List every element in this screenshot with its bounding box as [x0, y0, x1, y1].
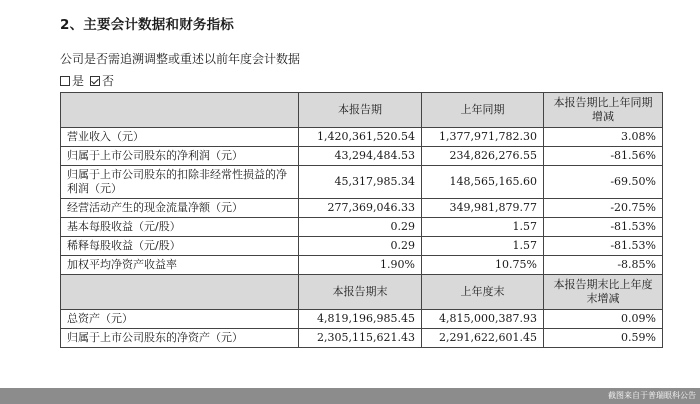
table-cell: 43,294,484.53 [299, 147, 422, 166]
table-cell: 2,291,622,601.45 [422, 329, 544, 348]
table-row [61, 128, 663, 147]
row-label: 营业收入（元） [61, 128, 299, 147]
table-cell: -8.85% [544, 256, 663, 275]
header-cell: 本报告期末 [299, 275, 422, 310]
footer-bar [0, 388, 700, 404]
restatement-options [60, 72, 120, 89]
header-cell [61, 93, 299, 128]
table-cell: 10.75% [422, 256, 544, 275]
table-cell: 3.08% [544, 128, 663, 147]
table-cell: 349,981,879.77 [422, 199, 544, 218]
financial-data-table [60, 92, 663, 348]
source-caption: 截图来自于普瑞眼科公告 [608, 391, 696, 400]
table-row [61, 329, 663, 348]
row-label: 总资产（元） [61, 310, 299, 329]
header-cell: 上年同期 [422, 93, 544, 128]
table-cell: -81.56% [544, 147, 663, 166]
option-no[interactable] [90, 72, 114, 89]
table-cell: 1.90% [299, 256, 422, 275]
table-row [61, 310, 663, 329]
table-header-row [61, 93, 663, 128]
section-heading: 2、主要会计数据和财务指标 [60, 17, 234, 33]
table-cell: 45,317,985.34 [299, 166, 422, 199]
row-label: 基本每股收益（元/股） [61, 218, 299, 237]
row-label: 归属于上市公司股东的净利润（元） [61, 147, 299, 166]
table-cell: 1.57 [422, 237, 544, 256]
table-cell: 2,305,115,621.43 [299, 329, 422, 348]
table-cell: -20.75% [544, 199, 663, 218]
table-row [61, 256, 663, 275]
table-cell: 0.59% [544, 329, 663, 348]
table-cell: 234,826,276.55 [422, 147, 544, 166]
row-label: 加权平均净资产收益率 [61, 256, 299, 275]
row-label: 归属于上市公司股东的扣除非经常性损益的净利润（元） [61, 166, 299, 199]
table-cell: 148,565,165.60 [422, 166, 544, 199]
table-row [61, 166, 663, 199]
option-yes[interactable] [60, 72, 84, 89]
table-cell: 1,420,361,520.54 [299, 128, 422, 147]
checked-box-icon [90, 76, 100, 86]
option-no-label: 否 [102, 74, 115, 88]
header-cell [61, 275, 299, 310]
table-row [61, 237, 663, 256]
table-cell: 0.29 [299, 218, 422, 237]
header-cell: 本报告期末比上年度末增减 [544, 275, 663, 310]
header-cell: 本报告期 [299, 93, 422, 128]
row-label: 经营活动产生的现金流量净额（元） [61, 199, 299, 218]
table-row [61, 199, 663, 218]
table-cell: 4,815,000,387.93 [422, 310, 544, 329]
option-yes-label: 是 [72, 74, 85, 88]
table-cell: 4,819,196,985.45 [299, 310, 422, 329]
row-label: 稀释每股收益（元/股） [61, 237, 299, 256]
table-cell: -81.53% [544, 218, 663, 237]
table-cell: 1.57 [422, 218, 544, 237]
unchecked-box-icon [60, 76, 70, 86]
header-cell: 上年度末 [422, 275, 544, 310]
table-cell: -69.50% [544, 166, 663, 199]
table-cell: 0.29 [299, 237, 422, 256]
header-cell: 本报告期比上年同期增减 [544, 93, 663, 128]
table-cell: 0.09% [544, 310, 663, 329]
table-cell: -81.53% [544, 237, 663, 256]
restatement-question: 公司是否需追溯调整或重述以前年度会计数据 [60, 52, 301, 66]
row-label: 归属于上市公司股东的净资产（元） [61, 329, 299, 348]
table-header-row [61, 275, 663, 310]
table-cell: 1,377,971,782.30 [422, 128, 544, 147]
table-row [61, 147, 663, 166]
table-cell: 277,369,046.33 [299, 199, 422, 218]
table-row [61, 218, 663, 237]
